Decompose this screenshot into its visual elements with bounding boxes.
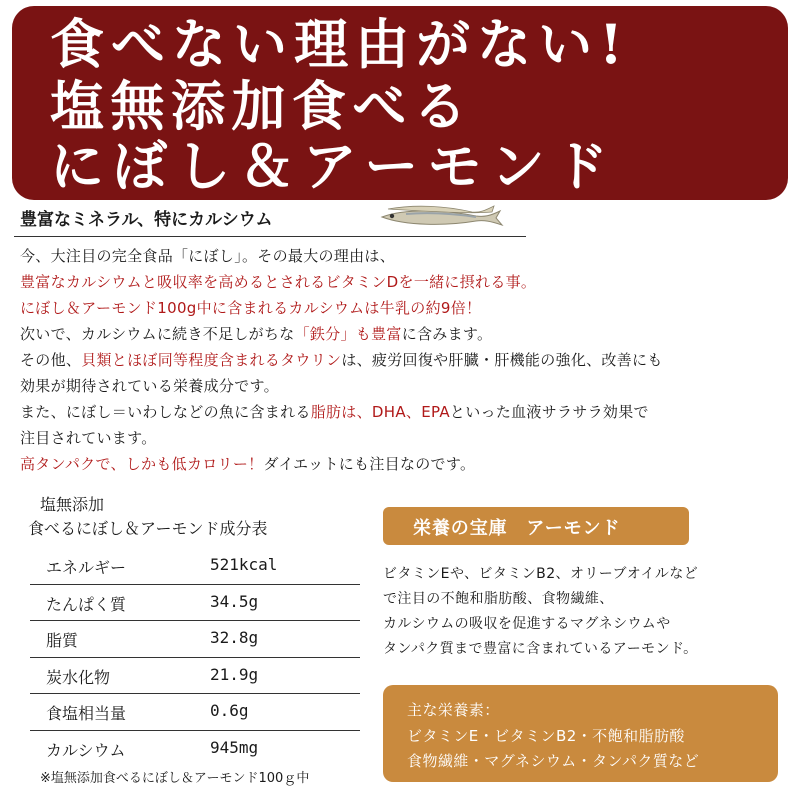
paragraph-line: 注目されています。 (20, 429, 157, 447)
row-label: エネルギー (46, 558, 127, 577)
mineral-heading (20, 205, 273, 230)
row-value: 521kcal (210, 555, 278, 574)
table-row (30, 548, 360, 585)
nutrients-line-2: 食物繊維・マグネシウム・タンパク質など (407, 752, 700, 770)
table-row (30, 731, 360, 767)
nutrients-title: 主な栄養素： (407, 701, 500, 719)
banner-title-line-2: 塩無添加食べる (50, 74, 474, 138)
almond-description (383, 562, 793, 662)
paragraph-line: にぼし＆アーモンド100g中に含まれるカルシウムは牛乳の約9倍！ (20, 299, 482, 317)
mineral-heading-text: 豊富なミネラル、特に (20, 210, 189, 230)
row-label: 食塩相当量 (46, 704, 127, 723)
mineral-heading-highlight: カルシウム (188, 210, 273, 230)
row-label: たんぱく質 (46, 594, 127, 614)
almond-line: カルシウムの吸収を促進するマグネシウムや (383, 616, 671, 632)
almond-badge-label: 栄養の宝庫 アーモンド (413, 518, 621, 539)
almond-line: タンパク質まで豊富に含まれているアーモンド。 (383, 641, 698, 657)
table-title-line-2: 食べるにぼし＆アーモンド成分表 (28, 519, 268, 538)
row-value: 0.6g (210, 701, 249, 720)
table-row (30, 658, 360, 695)
row-label: 脂質 (46, 631, 79, 650)
table-row (30, 621, 360, 658)
table-row (30, 585, 360, 622)
row-value: 32.8g (210, 628, 259, 647)
table-title-line-1: 塩無添加 (40, 495, 105, 514)
row-label: 炭水化物 (46, 667, 111, 687)
table-row (30, 694, 360, 731)
paragraph-line: 次いで、カルシウムに続き不足しがちな「鉄分」も豊富に含みます。 (20, 325, 493, 343)
table-footnote: ※塩無添加食べるにぼし＆アーモンド100ｇ中 (40, 771, 310, 786)
main-nutrients-box (383, 685, 778, 782)
nutrients-line-1: ビタミンE・ビタミンB2・不飽和脂肪酸 (407, 727, 685, 745)
row-value: 945mg (210, 737, 259, 757)
heading-underline (14, 236, 526, 237)
paragraph-line: また、にぼし＝いわしなどの魚に含まれる脂肪は、DHA、EPAといった血液サラサラ効果で (20, 403, 649, 421)
paragraph-line: 豊富なカルシウムと吸収率を高めるとされるビタミンDを一緒に摂れる事。 (20, 273, 537, 291)
banner-title-line-3: にぼし＆アーモンド (50, 134, 617, 198)
title-banner (12, 6, 788, 200)
paragraph-line: 効果が期待されている栄養成分です。 (20, 377, 279, 395)
row-value: 21.9g (210, 664, 259, 684)
almond-line: ビタミンEや、ビタミンB2、オリーブオイルなど (383, 566, 699, 582)
mineral-paragraph (20, 243, 790, 477)
row-value: 34.5g (210, 591, 259, 611)
row-label: カルシウム (46, 740, 126, 760)
almond-badge (383, 507, 689, 545)
paragraph-line: 今、大注目の完全食品「にぼし」。その最大の理由は、 (20, 247, 396, 265)
dried-sardine-icon (376, 204, 506, 232)
banner-title-line-1: 食べない理由がない! (50, 12, 630, 76)
nutrition-table (30, 548, 360, 766)
paragraph-line: 高タンパクで、しかも低カロリー！ダイエットにも注目なのです。 (20, 455, 476, 473)
paragraph-line: その他、貝類とほぼ同等程度含まれるタウリンは、疲労回復や肝臓・肝機能の強化、改善にも (20, 351, 663, 369)
almond-line: で注目の不飽和脂肪酸、食物繊維、 (383, 591, 614, 607)
